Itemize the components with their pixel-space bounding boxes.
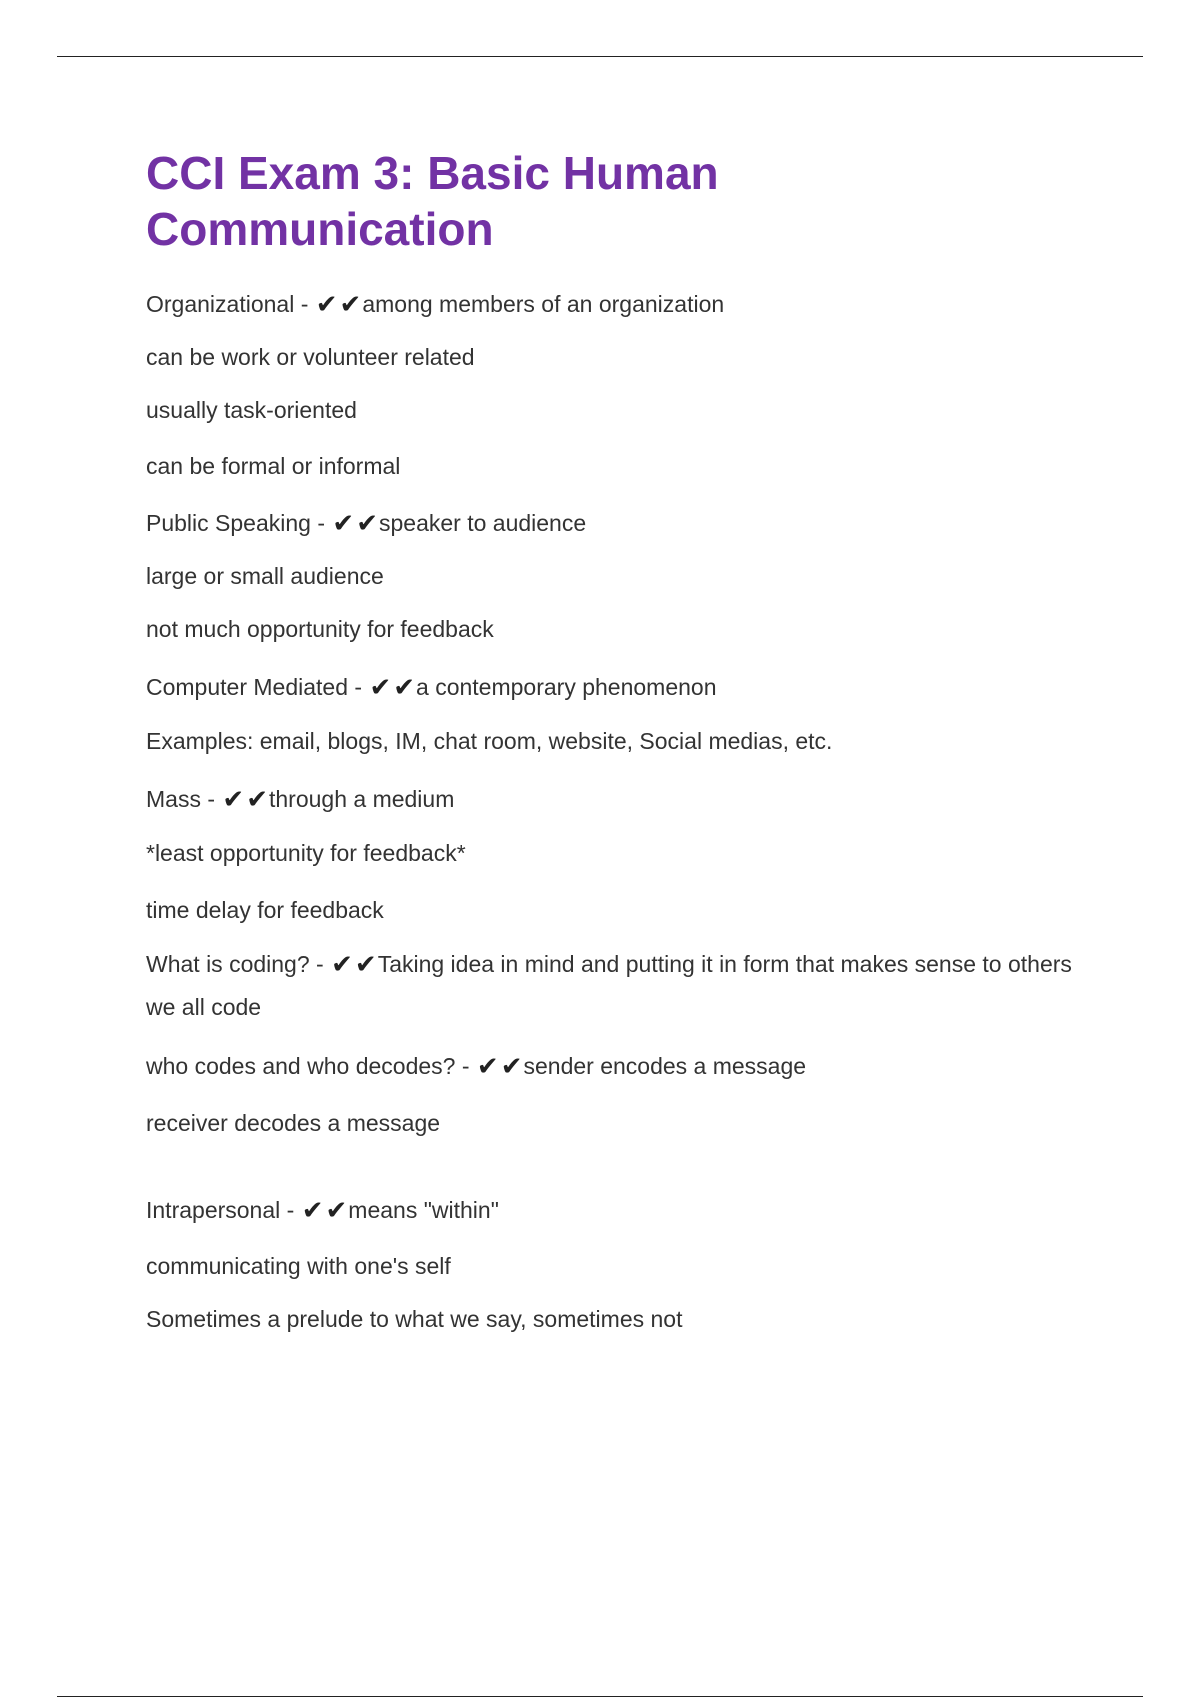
- term-label: who codes and who decodes? -: [146, 1053, 476, 1079]
- flashcard-line: [146, 561, 1096, 592]
- note-text: we all code: [146, 994, 262, 1020]
- flashcard-line: [146, 895, 1096, 926]
- note-text: usually task-oriented: [146, 397, 357, 423]
- checkmark-icon: ✔: [393, 673, 416, 703]
- definition-text: means "within": [348, 1197, 499, 1223]
- term-label: Public Speaking -: [146, 510, 332, 536]
- flashcard-line: [146, 508, 1096, 540]
- note-text: communicating with one's self: [146, 1253, 451, 1279]
- flashcard-line: [146, 726, 1096, 757]
- flashcard-line: [146, 614, 1096, 645]
- note-text: receiver decodes a message: [146, 1110, 441, 1136]
- flashcard-line: [146, 1051, 1096, 1083]
- checkmark-icon: ✔: [222, 785, 245, 815]
- definition-text: sender encodes a message: [523, 1053, 807, 1079]
- checkmark-icon: ✔: [356, 509, 378, 539]
- flashcard-line: [146, 1108, 1096, 1139]
- checkmark-icon: ✔: [315, 290, 338, 320]
- definition-text: a contemporary phenomenon: [416, 674, 717, 700]
- footer-rule: [57, 1696, 1143, 1697]
- document-body: [146, 145, 1096, 1335]
- checkmark-icon: ✔: [354, 950, 377, 980]
- note-text: can be work or volunteer related: [146, 344, 475, 370]
- checkmark-icon: ✔: [500, 1052, 523, 1082]
- flashcard-line: [146, 342, 1096, 373]
- flashcard-list: [146, 289, 1096, 1335]
- flashcard-line: [146, 289, 1096, 321]
- term-label: Organizational -: [146, 291, 315, 317]
- definition-text: through a medium: [268, 786, 455, 812]
- definition-text: Taking idea in mind and putting it in form that makes sense to others: [377, 951, 1072, 977]
- note-text: not much opportunity for feedback: [146, 616, 494, 642]
- checkmark-icon: ✔: [369, 673, 392, 703]
- flashcard-line: [146, 451, 1096, 482]
- note-text: large or small audience: [146, 563, 384, 589]
- note-text: Examples: email, blogs, IM, chat room, website, Social medias, etc.: [146, 728, 833, 754]
- note-text: time delay for feedback: [146, 897, 384, 923]
- flashcard-line: [146, 1304, 1096, 1335]
- note-text: *least opportunity for feedback*: [146, 840, 466, 866]
- checkmark-icon: ✔: [339, 290, 362, 320]
- checkmark-icon: ✔: [246, 785, 268, 815]
- term-label: What is coding? -: [146, 951, 331, 977]
- note-text: can be formal or informal: [146, 453, 401, 479]
- term-label: Computer Mediated -: [146, 674, 369, 700]
- flashcard-line: [146, 992, 1096, 1023]
- definition-text: among members of an organization: [362, 291, 725, 317]
- term-label: Intrapersonal -: [146, 1197, 301, 1223]
- flashcard-line: [146, 1195, 1096, 1227]
- definition-text: speaker to audience: [378, 510, 587, 536]
- term-label: Mass -: [146, 786, 222, 812]
- checkmark-icon: ✔: [332, 509, 355, 539]
- flashcard-line: [146, 672, 1096, 704]
- checkmark-icon: ✔: [301, 1196, 324, 1226]
- flashcard-line: [146, 395, 1096, 426]
- document-title: CCI Exam 3: Basic Human Communication: [146, 147, 719, 255]
- flashcard-line: [146, 784, 1096, 816]
- note-text: Sometimes a prelude to what we say, sometimes not: [146, 1306, 683, 1332]
- flashcard-line: [146, 1251, 1096, 1282]
- header-rule: [57, 56, 1143, 57]
- checkmark-icon: ✔: [476, 1052, 499, 1082]
- flashcard-line: [146, 949, 1096, 981]
- checkmark-icon: ✔: [331, 950, 353, 980]
- checkmark-icon: ✔: [325, 1196, 348, 1226]
- flashcard-line: [146, 838, 1096, 869]
